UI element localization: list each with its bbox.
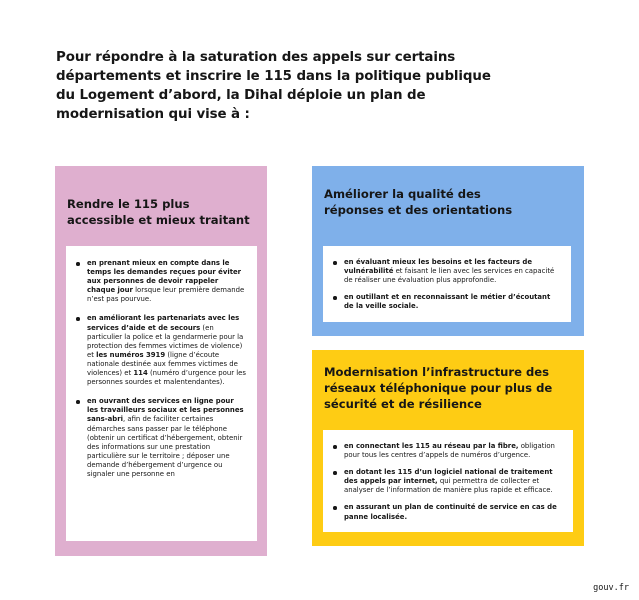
- list-item: en connectant les 115 au réseau par la fibre, obligation pour tous les centres d’appels de numéros d’urgence.: [333, 442, 563, 460]
- card-qualite: [312, 166, 584, 336]
- card-infrastructure: [312, 350, 584, 546]
- card-accessible-title: Rendre le 115 plus accessible et mieux traitant: [67, 197, 250, 227]
- card-infrastructure-body: [323, 430, 573, 532]
- card-qualite-body: [323, 246, 571, 322]
- list-item: en évaluant mieux les besoins et les facteurs de vulnérabilité et faisant le lien avec les services en capacité de réaliser une évaluation plus approfondie.: [333, 258, 561, 285]
- card-accessible-list: [76, 259, 247, 479]
- card-infrastructure-list: [333, 442, 563, 522]
- card-qualite-title: Améliorer la qualité des réponses et des orientations: [324, 187, 513, 217]
- intro-heading: Pour répondre à la saturation des appels sur certains départements et inscrire le 115 dans la politique publique du Logement d’abord, la Dihal déploie un plan de modernisation qui vise à :: [56, 50, 491, 122]
- list-item: en outillant et en reconnaissant le métier d’écoutant de la veille sociale.: [333, 293, 561, 311]
- card-qualite-list: [333, 258, 561, 311]
- card-infrastructure-title: Modernisation l’infrastructure des réseaux téléphonique pour plus de sécurité et de résilience: [324, 365, 553, 411]
- list-item: en prenant mieux en compte dans le temps les demandes reçues pour éviter aux personnes de devoir rappeler chaque jour lorsque leur première demande n’est pas pourvue.: [76, 259, 247, 304]
- list-item: en améliorant les partenariats avec les services d’aide et de secours (en particulier la police et la gendarmerie pour la protection des femmes victimes de violence) et les numéros 3919 (ligne d’écoute nationale destinée aux femmes victimes de violences) et 114 (numéro d’urgence pour les personnes sourdes et malentendantes).: [76, 314, 247, 387]
- list-item: en assurant un plan de continuité de service en cas de panne localisée.: [333, 503, 563, 521]
- card-accessible-body: [66, 246, 257, 541]
- list-item: en ouvrant des services en ligne pour les travailleurs sociaux et les personnes sans-abri, afin de faciliter certaines démarches sans passer par le téléphone (obtenir un certificat d’hébergement, obtenir des informations sur une prestation particulière sur le territoire ; déposer une demande d’hébergement d’urgence ou signaler une personne en: [76, 397, 247, 479]
- list-item: en dotant les 115 d’un logiciel national de traitement des appels par internet, qui permettra de collecter et analyser de l’information de manière plus rapide et efficace.: [333, 468, 563, 495]
- card-accessible: [55, 166, 267, 556]
- footer-gouv-fr: gouv.fr: [593, 583, 629, 593]
